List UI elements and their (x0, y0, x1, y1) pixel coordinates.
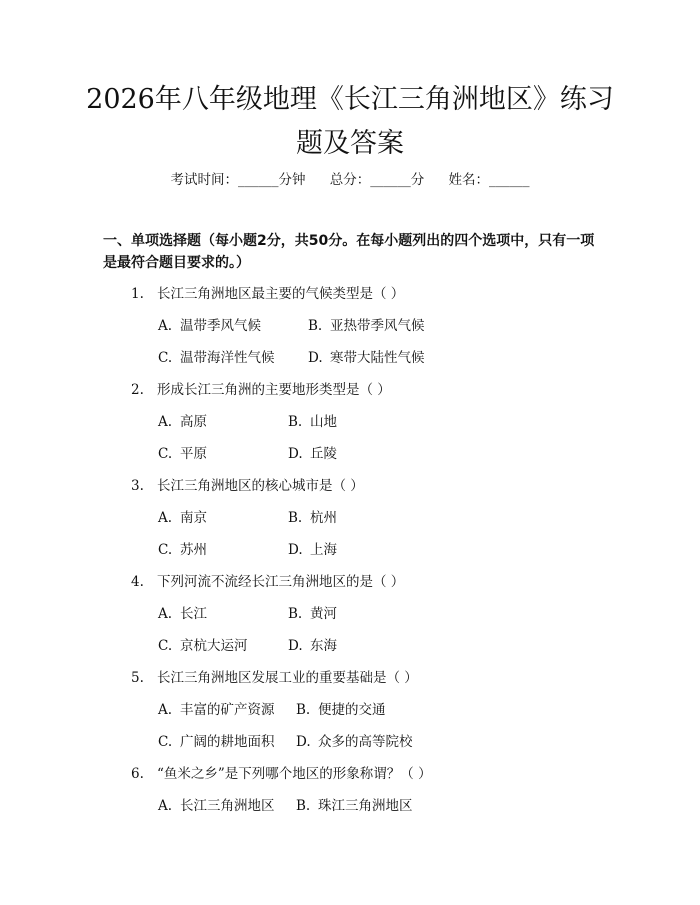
option-text: 温带季风气候 (180, 318, 261, 334)
option-text: 寒带大陆性气候 (330, 350, 425, 366)
q2-option-d (288, 442, 337, 462)
option-text: 南京 (180, 510, 207, 526)
question-5 (131, 666, 418, 686)
q5-option-b (296, 698, 386, 718)
q3-option-b (288, 506, 337, 526)
option-letter: B. (296, 702, 311, 718)
option-letter: D. (308, 350, 323, 366)
option-text: 黄河 (310, 606, 337, 622)
option-letter: A. (158, 606, 173, 622)
section-heading-line-1: 一、单项选择题（每小题2分，共50分。在每小题列出的四个选项中，只有一项 (103, 233, 595, 249)
option-letter: A. (158, 510, 173, 526)
q3-option-a (158, 506, 207, 526)
q4-option-c (158, 634, 248, 654)
q2-option-a (158, 410, 207, 430)
option-letter: A. (158, 318, 173, 334)
question-text: 形成长江三角洲的主要地形类型是（ ） (157, 382, 391, 398)
question-4 (131, 570, 404, 590)
q3-option-c (158, 538, 207, 558)
option-text: 便捷的交通 (318, 702, 386, 718)
q2-option-b (288, 410, 337, 430)
option-letter: A. (158, 798, 173, 814)
question-number: 6. (131, 766, 144, 782)
section-heading-line-2: 是最符合题目要求的。） (103, 255, 250, 271)
title-line-2: 题及答案 (296, 128, 404, 159)
q4-option-d (288, 634, 337, 654)
q2-option-c (158, 442, 207, 462)
q1-option-c (158, 346, 275, 366)
q1-option-b (308, 314, 425, 334)
option-letter: B. (288, 510, 303, 526)
question-2 (131, 378, 391, 398)
option-text: 平原 (180, 446, 207, 462)
option-letter: C. (158, 542, 173, 558)
option-letter: D. (288, 542, 303, 558)
option-letter: C. (158, 638, 173, 654)
q6-option-b (296, 794, 413, 814)
q1-option-d (308, 346, 425, 366)
option-letter: B. (296, 798, 311, 814)
option-text: 众多的高等院校 (318, 734, 413, 750)
option-letter: A. (158, 414, 173, 430)
option-text: 长江 (180, 606, 207, 622)
q3-option-d (288, 538, 337, 558)
q5-option-c (158, 730, 275, 750)
document-title (60, 78, 640, 166)
option-text: 杭州 (310, 510, 337, 526)
option-text: 温带海洋性气候 (180, 350, 275, 366)
option-text: 山地 (310, 414, 337, 430)
option-letter: B. (288, 606, 303, 622)
option-text: 亚热带季风气候 (330, 318, 425, 334)
total-score-field: 总分：______分 (329, 172, 425, 188)
q1-option-a (158, 314, 261, 334)
question-text: “鱼米之乡”是下列哪个地区的形象称谓？（ ） (157, 766, 432, 782)
question-1 (131, 282, 404, 302)
question-text: 下列河流不流经长江三角洲地区的是（ ） (157, 574, 405, 590)
exam-time-field: 考试时间：______分钟 (170, 172, 306, 188)
q5-option-d (296, 730, 413, 750)
option-text: 珠江三角洲地区 (318, 798, 413, 814)
option-text: 丘陵 (310, 446, 337, 462)
question-number: 1. (131, 286, 144, 302)
option-letter: D. (296, 734, 311, 750)
option-letter: B. (308, 318, 323, 334)
question-number: 2. (131, 382, 144, 398)
q5-option-a (158, 698, 275, 718)
option-text: 广阔的耕地面积 (180, 734, 275, 750)
question-number: 3. (131, 478, 144, 494)
question-3 (131, 474, 364, 494)
option-text: 长江三角洲地区 (180, 798, 275, 814)
option-text: 上海 (310, 542, 337, 558)
option-letter: C. (158, 734, 173, 750)
question-number: 4. (131, 574, 144, 590)
option-letter: C. (158, 350, 173, 366)
q4-option-a (158, 602, 207, 622)
exam-info-row (0, 168, 700, 188)
option-text: 东海 (310, 638, 337, 654)
option-text: 高原 (180, 414, 207, 430)
option-letter: D. (288, 446, 303, 462)
question-6 (131, 762, 432, 782)
question-text: 长江三角洲地区发展工业的重要基础是（ ） (157, 670, 418, 686)
option-letter: A. (158, 702, 173, 718)
student-name-field: 姓名：______ (448, 172, 530, 188)
q4-option-b (288, 602, 337, 622)
option-letter: C. (158, 446, 173, 462)
option-text: 京杭大运河 (180, 638, 248, 654)
section-heading (103, 230, 603, 274)
title-line-1: 2026年八年级地理《长江三角洲地区》练习 (86, 84, 614, 115)
question-text: 长江三角洲地区最主要的气候类型是（ ） (157, 286, 405, 302)
option-text: 苏州 (180, 542, 207, 558)
question-number: 5. (131, 670, 144, 686)
option-letter: B. (288, 414, 303, 430)
option-letter: D. (288, 638, 303, 654)
question-text: 长江三角洲地区的核心城市是（ ） (157, 478, 364, 494)
q6-option-a (158, 794, 275, 814)
option-text: 丰富的矿产资源 (180, 702, 275, 718)
